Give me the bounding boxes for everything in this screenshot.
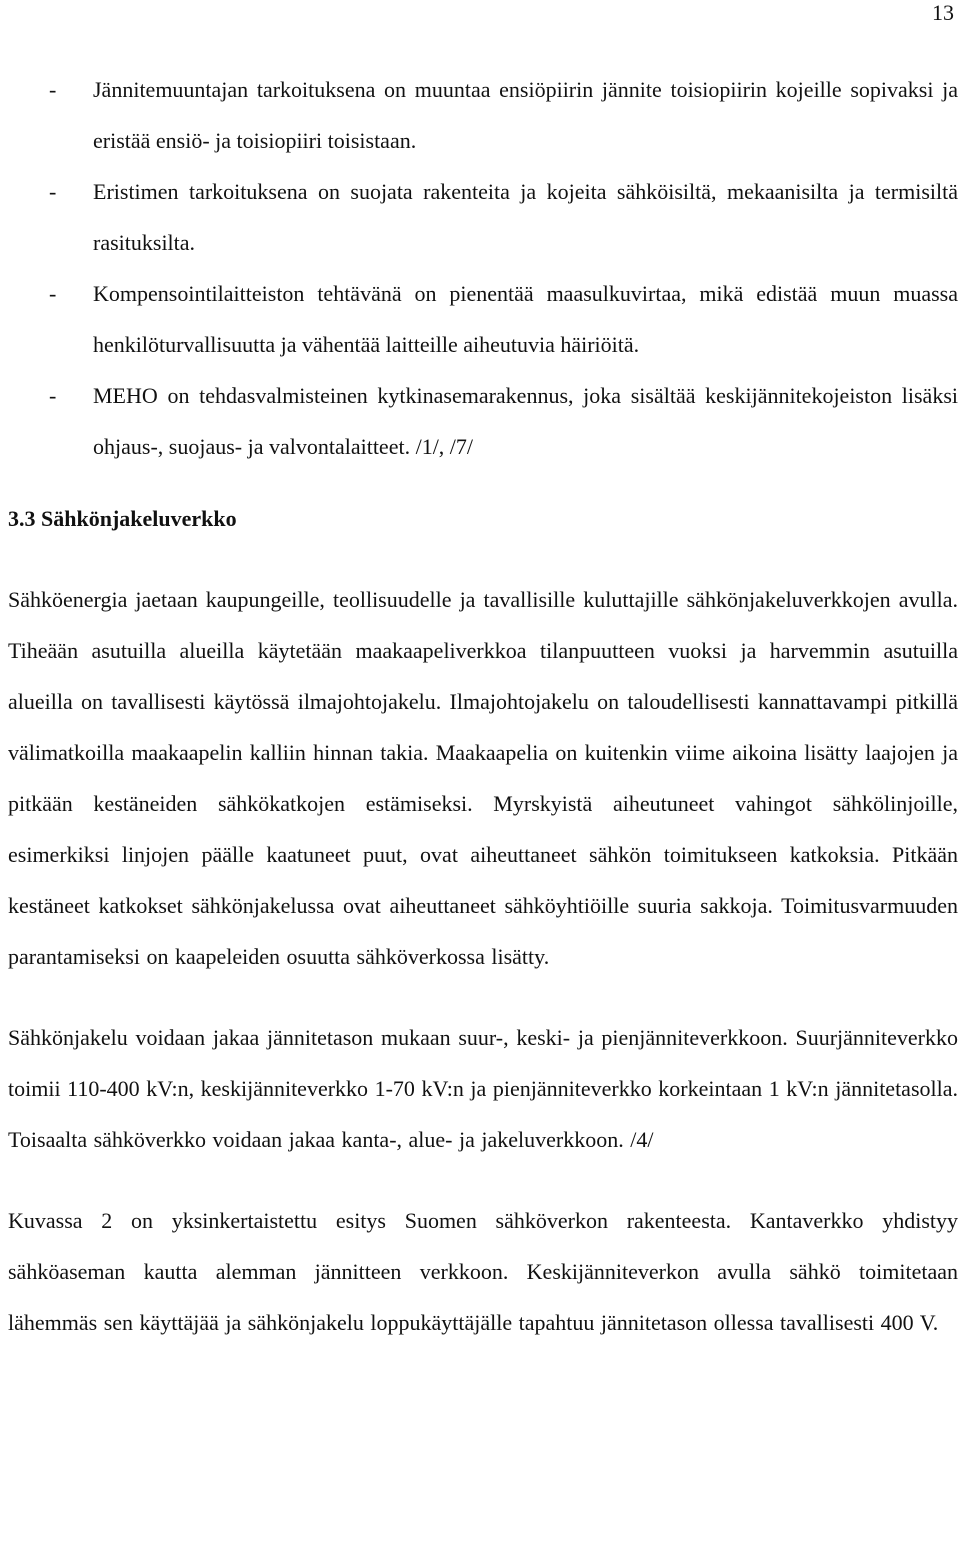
list-dash: -: [49, 383, 57, 408]
list-item-text: MEHO on tehdasvalmisteinen kytkinasemarakennus, joka sisältää keskijännitekojeiston lisäksi ohjaus-, suojaus- ja valvontalaitteet. /1/, /7/: [93, 383, 958, 459]
paragraph: Sähköenergia jaetaan kaupungeille, teollisuudelle ja tavallisille kuluttajille sähkönjakeluverkkojen avulla. Tiheään asutuilla alueilla käytetään maakaapeliverkkoa tilanpuutteen vuoksi ja harvemmin asutuilla alueilla on tavallisesti käytössä ilmajohtojakelu. Ilmajohtojakelu on taloudellisesti kannattavampi pitkillä välimatkoilla maakaapelin kalliin hinnan takia. Maakaapelia on kuitenkin viime aikoina lisätty laajojen ja pitkään kestäneiden sähkökatkojen estämiseksi. Myrskyistä aiheutuneet vahingot sähkölinjoille, esimerkiksi linjojen päälle kaatuneet puut, ovat aiheuttaneet sähkön toimitukseen katkoksia. Pitkään kestäneet katkokset sähkönjakelussa ovat aiheuttaneet sähköyhtiöille suuria sakkoja. Toimitusvarmuuden parantamiseksi on kaapeleiden osuutta sähköverkossa lisätty.: [8, 587, 958, 969]
section-heading: 3.3 Sähkönjakeluverkko: [8, 506, 237, 531]
list-item: [8, 166, 958, 268]
list-item-text: Jännitemuuntajan tarkoituksena on muuntaa ensiöpiirin jännite toisiopiirin kojeille sopivaksi ja eristää ensiö- ja toisiopiiri toisistaan.: [93, 77, 958, 153]
paragraph: Sähkönjakelu voidaan jakaa jännitetason mukaan suur-, keski- ja pienjänniteverkkoon. Suurjänniteverkko toimii 110-400 kV:n, keskijänniteverkko 1-70 kV:n ja pienjänniteverkko korkeintaan 1 kV:n jännitetasolla. Toisaalta sähköverkko voidaan jakaa kanta-, alue- ja jakeluverkkoon. /4/: [8, 1025, 958, 1152]
list-dash: -: [49, 77, 57, 102]
paragraph: Kuvassa 2 on yksinkertaistettu esitys Suomen sähköverkon rakenteesta. Kantaverkko yhdistyy sähköaseman kautta alemman jännitteen verkkoon. Keskijänniteverkon avulla sähkö toimitetaan lähemmäs sen käyttäjää ja sähkönjakelu loppukäyttäjälle tapahtuu jännitetason ollessa tavallisesti 400 V.: [8, 1208, 958, 1335]
list-item: [8, 268, 958, 370]
document-body: [8, 64, 958, 1348]
list-dash: -: [49, 179, 57, 204]
list-item: [8, 370, 958, 472]
page-number: 13: [932, 0, 954, 25]
bullet-list: [8, 64, 958, 472]
list-item: [8, 64, 958, 166]
list-dash: -: [49, 281, 57, 306]
list-item-text: Kompensointilaitteiston tehtävänä on pienentää maasulkuvirtaa, mikä edistää muun muassa henkilöturvallisuutta ja vähentää laitteille aiheutuvia häiriöitä.: [93, 281, 958, 357]
list-item-text: Eristimen tarkoituksena on suojata rakenteita ja kojeita sähköisiltä, mekaanisilta ja termisiltä rasituksilta.: [93, 179, 958, 255]
